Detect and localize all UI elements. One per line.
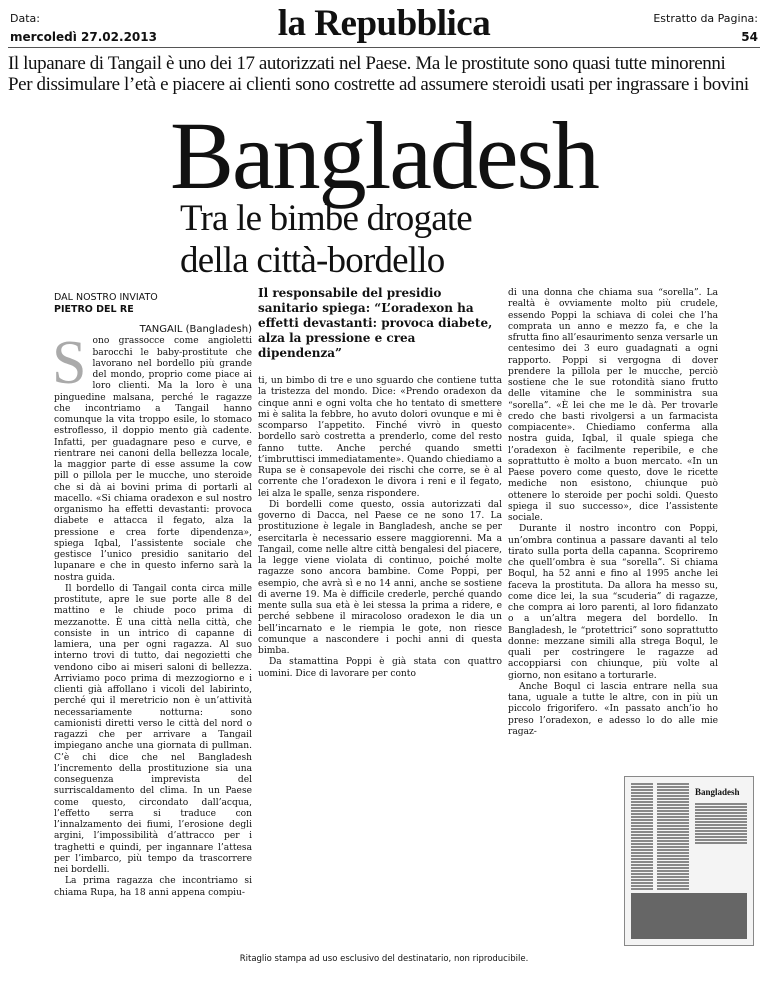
thumbnail-text-line: [657, 828, 689, 830]
thumbnail-text-line: [657, 834, 689, 836]
byline-author: PIETRO DEL RE: [54, 304, 134, 315]
thumbnail-text-line: [631, 858, 653, 860]
thumbnail-text-line: [631, 888, 653, 890]
article-paragraph: di una donna che chiama sua “sorella”. La realtà è ovviamente molto più crudele, essendo Poppi la schiava di colei che l’ha comprata un anno e mezzo fa, e che la sfrutta fino all’esaurimento senza versarle un centesimo dei 3 euro guadagnati a ogni rapporto. Poppi si vergogna di dover prendere la pillola per le mucche, perciò sostiene che le sue rotondità siano frutto delle vitamine che le somministra sua “sorella”. «È lei che me le dà. Per trovarle credo che basti rivolgersi a un farmacista compiacente». Chiediamo conferma alla nostra guida, Iqbal, il quale spiega che l’oradexon è facilmente reperibile, e che soprattutto è molto a buon mercato. «In un Paese povero come questo, dove le ricette mediche non esistono, chiunque può ottenere lo steroide per pochi soldi. Questo spiega il suo successo», dice l’assistente sociale.: [508, 288, 718, 523]
thumbnail-text-line: [631, 825, 653, 827]
newspaper-logo: la Repubblica: [277, 3, 491, 44]
thumbnail-text-line: [631, 870, 653, 872]
thumbnail-text-line: [657, 882, 689, 884]
article-headline: [180, 198, 472, 282]
thumbnail-text-line: [631, 867, 653, 869]
thumbnail-text-line: [657, 813, 689, 815]
thumbnail-text-line: [631, 837, 653, 839]
article-paragraph: Durante il nostro incontro con Poppi, un’ombra continua a passare davanti al telo tirato sulla porta della capanna. Scopriremo che quell’ombra è sua “sorella”. Si chiama Boqul, ha 52 anni e fino al 1995 anche lei faceva la prostituta. Da allora ha messo su, come dice lei, la sua “scuderia” di ragazze, che compra ai loro parenti, al loro fidanzato o a un’altra megera del bordello. In Bangladesh, le “protettrici” sono soprattutto donne: mezzane simili alla strega Boqul, le quali per costringere le ragazze ad accoppiarsi con chiunque, più volte al giorno, non esitano a torturarle.: [508, 524, 718, 681]
drop-cap: S: [52, 329, 87, 398]
article-paragraph: Da stamattina Poppi è già stata con quattro uomini. Dice di lavorare per conto: [258, 657, 502, 679]
thumbnail-text-line: [631, 885, 653, 887]
article-column-3: [508, 288, 718, 738]
thumbnail-text-line: [657, 885, 689, 887]
thumbnail-text-line: [631, 801, 653, 803]
page-number: 54: [741, 30, 758, 44]
header-divider: [8, 47, 760, 48]
thumbnail-text-line: [631, 783, 653, 785]
thumbnail-text-line: [695, 809, 747, 811]
thumbnail-text-line: [631, 834, 653, 836]
thumbnail-text-line: [695, 833, 747, 835]
thumbnail-text-line: [695, 818, 747, 820]
thumbnail-text-line: [657, 888, 689, 890]
thumbnail-text-line: [631, 864, 653, 866]
thumbnail-text-line: [657, 846, 689, 848]
thumbnail-text-line: [631, 792, 653, 794]
thumbnail-text-line: [657, 879, 689, 881]
section-kicker: Bangladesh: [170, 102, 598, 209]
thumbnail-text-line: [657, 870, 689, 872]
article-paragraph: ti, un bimbo di tre e uno sguardo che contiene tutta la tristezza del mondo. Dice: «Prendo oradexon da cinque anni e ogni volta che ho tentato di smettere mi è salita la febbre, ho avuto dolori ovunque e mi è scomparso l’appetito. Finché vivrò in questo bordello sarò costretta a prenderlo, come del resto fanno tutte. Anche perché quando smetti t’imbruttisci immediatamente». Quando chiediamo a Rupa se è consapevole dei rischi che corre, se è al corrente che l’oradexon le divora i reni e il fegato, lei alza le spalle, senza rispondere.: [258, 376, 502, 499]
thumbnail-text-line: [657, 843, 689, 845]
thumbnail-text-line: [631, 831, 653, 833]
thumbnail-text-line: [695, 803, 747, 805]
thumbnail-text-line: [631, 879, 653, 881]
thumbnail-text-line: [695, 815, 747, 817]
thumbnail-text-line: [657, 801, 689, 803]
publication-date: mercoledì 27.02.2013: [10, 30, 157, 44]
byline-label: DAL NOSTRO INVIATO: [54, 292, 158, 303]
thumbnail-text-line: [657, 873, 689, 875]
thumbnail-text-line: [631, 828, 653, 830]
subheadline-block: [8, 53, 760, 95]
thumbnail-text-line: [657, 816, 689, 818]
thumbnail-text-line: [631, 882, 653, 884]
thumbnail-text-line: [657, 849, 689, 851]
thumbnail-text-line: [657, 810, 689, 812]
thumbnail-text-line: [631, 849, 653, 851]
article-column-1: [54, 324, 252, 899]
thumbnail-text-line: [631, 855, 653, 857]
thumbnail-text-line: [657, 852, 689, 854]
footer-note: Ritaglio stampa ad uso esclusivo del destinatario, non riproducibile.: [239, 954, 529, 964]
thumbnail-text-line: [657, 783, 689, 785]
thumbnail-text-line: [695, 830, 747, 832]
thumbnail-text-line: [657, 864, 689, 866]
subheadline-line: Il lupanare di Tangail è uno dei 17 autorizzati nel Paese. Ma le prostitute sono quasi tutte minorenni: [8, 53, 726, 74]
article-paragraph: ono grassocce come angioletti barocchi le baby-prostitute che lavorano nel bordello più grande del mondo, proprio come piace ai loro clienti. Ma la loro è una pinguedine malsana, perché le ragazze che incontriamo a Tangail hanno comunque la vita troppo esile, lo stomaco estroflesso, il doppio mento già cadente. Infatti, per guadagnare peso e curve, e rientrare nei canoni della bellezza locale, la maggior parte di esse assume la cow pill o pillola per le mucche, uno steroide che si dà ai bovini prima di portarli al macello. «Si chiama oradexon e sul nostro organismo ha effetti devastanti: provoca diabete e attacca il fegato, alza la pressione e crea forte dipendenza», spiega Iqbal, l’assistente sociale che gestisce l’unico presidio sanitario del lupanare e che in questo inferno sarà la nostra guida.: [54, 336, 252, 583]
thumbnail-text-line: [695, 836, 747, 838]
date-label: Data:: [10, 12, 40, 25]
thumbnail-text-line: [631, 789, 653, 791]
thumbnail-text-line: [631, 843, 653, 845]
thumbnail-text-line: [657, 858, 689, 860]
thumbnail-text-line: [631, 861, 653, 863]
thumbnail-text-line: [695, 827, 747, 829]
headline-line: della città-bordello: [180, 240, 445, 281]
thumbnail-text-line: [631, 822, 653, 824]
thumbnail-text-line: [631, 846, 653, 848]
article-paragraph: La prima ragazza che incontriamo si chiama Rupa, ha 18 anni appena compiu-: [54, 876, 252, 898]
thumbnail-text-line: [631, 852, 653, 854]
thumbnail-text-line: [631, 840, 653, 842]
thumbnail-text-line: [657, 837, 689, 839]
thumbnail-text-line: [657, 861, 689, 863]
thumbnail-text-line: [631, 810, 653, 812]
thumbnail-text-line: [657, 825, 689, 827]
thumbnail-text-line: [657, 795, 689, 797]
thumbnail-text-line: [631, 798, 653, 800]
thumbnail-text-line: [657, 789, 689, 791]
thumbnail-text-line: [631, 819, 653, 821]
thumbnail-text-line: [657, 867, 689, 869]
thumbnail-text-line: [695, 824, 747, 826]
thumbnail-text-line: [657, 822, 689, 824]
thumbnail-text-line: [695, 812, 747, 814]
thumbnail-text-line: [695, 839, 747, 841]
thumbnail-text-line: [631, 876, 653, 878]
thumbnail-text-line: [657, 786, 689, 788]
thumbnail-text-line: [695, 821, 747, 823]
thumbnail-text-line: [657, 840, 689, 842]
thumbnail-title: Bangladesh: [695, 787, 740, 797]
thumbnail-text-line: [657, 792, 689, 794]
thumbnail-text-line: [631, 807, 653, 809]
dateline: TANGAIL (Bangladesh): [139, 324, 252, 335]
thumbnail-text-line: [631, 816, 653, 818]
thumbnail-text-line: [631, 786, 653, 788]
thumbnail-text-line: [657, 804, 689, 806]
article-paragraph: Di bordelli come questo, ossia autorizzati dal governo di Dacca, nel Paese ce ne sono 17. La prostituzione è legale in Bangladesh, anche se per esercitarla è necessario essere maggiorenni. Ma a Tangail, come nelle altre città bengalesi del piacere, la legge viene violata di continuo, poiché molte ragazze sono ancora bambine. Come Poppi, per esempio, che avrà sì e no 14 anni, anche se sostiene di averne 19. Ma è difficile crederle, perché quando mente sulla sua età è lei stessa la prima a ridere, e perché sebbene il miracoloso oradexon le dia un bell’incarnato e le riempia le gote, non riesce comunque a nascondere i pochi anni di questa bimba.: [258, 499, 502, 656]
pull-quote: Il responsabile del presidio sanitario spiega: “L’oradexon ha effetti devastanti: provoca diabete, alza la pressione e crea dipendenza”: [258, 286, 493, 360]
thumbnail-text-line: [657, 819, 689, 821]
thumbnail-text-line: [631, 813, 653, 815]
headline-line: Tra le bimbe drogate: [180, 198, 472, 239]
thumbnail-text-line: [631, 873, 653, 875]
extract-page-label: Estratto da Pagina:: [653, 12, 758, 25]
thumbnail-text-line: [657, 807, 689, 809]
thumbnail-photo: [631, 893, 747, 939]
thumbnail-text-line: [695, 806, 747, 808]
article-column-2: [258, 376, 502, 680]
page-thumbnail: [624, 776, 754, 946]
thumbnail-text-line: [695, 842, 747, 844]
article-paragraph: Anche Boqul ci lascia entrare nella sua tana, uguale a tutte le altre, con in più un piccolo frigorifero. «In passato anch’io ho preso l’oradexon, e adesso lo do alle mie ragaz-: [508, 681, 718, 737]
thumbnail-text-line: [631, 804, 653, 806]
thumbnail-text-line: [631, 795, 653, 797]
thumbnail-text-line: [657, 876, 689, 878]
thumbnail-text-line: [657, 831, 689, 833]
thumbnail-text-line: [657, 855, 689, 857]
subheadline-line: Per dissimulare l’età e piacere ai clienti sono costrette ad assumere steroidi usati per ingrassare i bovini: [8, 74, 749, 95]
thumbnail-text-line: [657, 798, 689, 800]
article-paragraph: Il bordello di Tangail conta circa mille prostitute, apre le sue porte alle 8 del mattino e le chiude poco prima di mezzanotte. È una città nella città, che consiste in un intrico di capanne di lamiera, una per ogni ragazza. Al suo interno trovi di tutto, dai negozietti che vendono cibo ai miseri saloni di bellezza. Arriviamo poco prima di mezzogiorno e i clienti già affollano i vicoli del labirinto, perché qui il meretricio non è un’attività necessariamente notturna: sono camionisti diretti verso le città del nord o ragazzi che per arrivare a Tangail impiegano anche una giornata di pullman. C’è chi dice che nel Bangladesh l’incremento della prostituzione sia una conseguenza imprevista del surriscaldamento del clima. In un Paese come questo, circondato dall’acqua, l’effetto serra si traduce con l’innalzamento dei fiumi, l’erosione degli argini, l’impossibilità d’attracco per i traghetti e quindi, per ingannare l’attesa per l’imbarco, più tempo da trascorrere nei bordelli.: [54, 583, 252, 875]
